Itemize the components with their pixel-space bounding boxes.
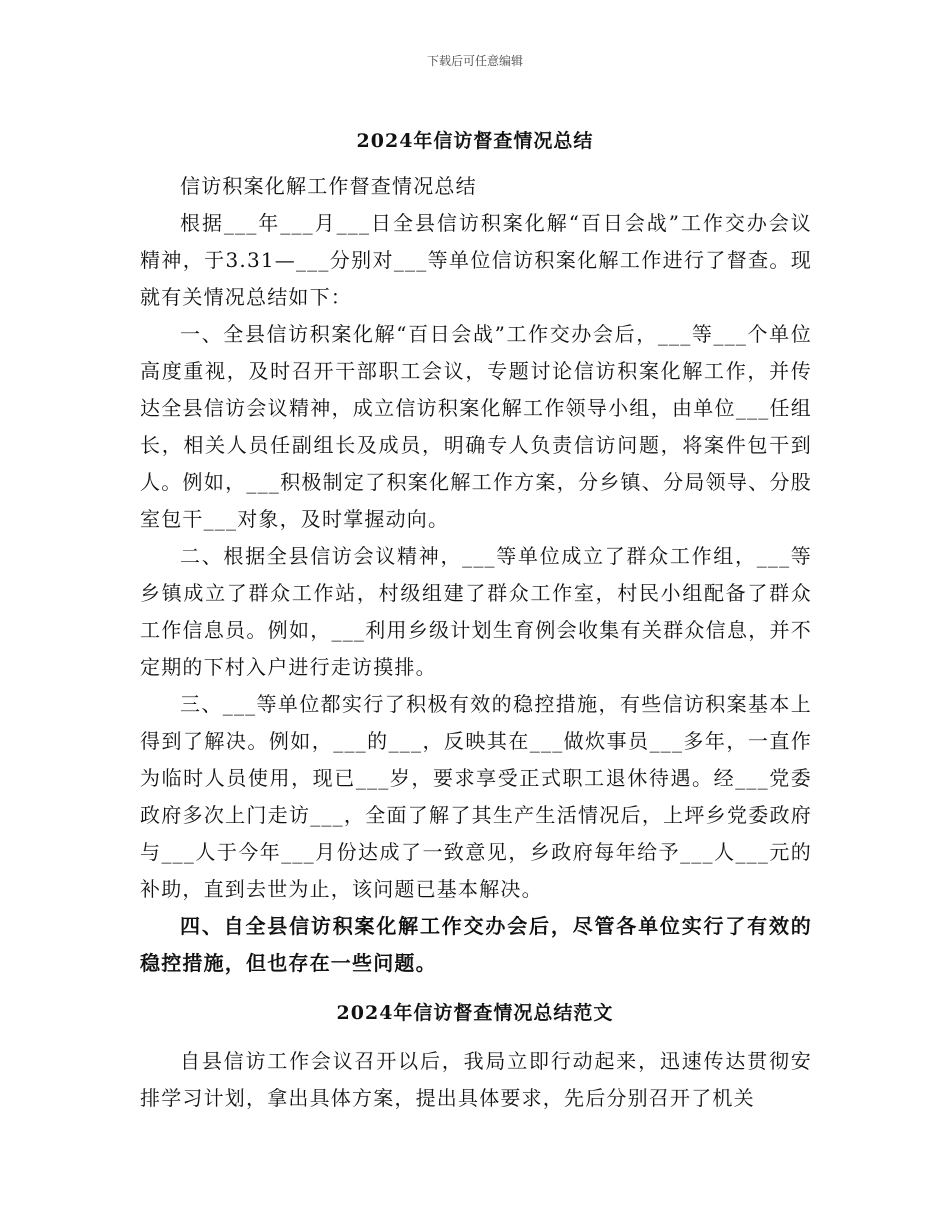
page-header-note: 下载后可任意编辑 (426, 54, 523, 68)
paragraph-section-4: 四、自全县信访积案化解工作交办会后，尽管各单位实行了有效的稳控措施，但也存在一些问题。 (140, 914, 812, 975)
paragraph-intro: 根据___年___月___日全县信访积案化解“百日会战”工作交办会议精神，于3.31—___分别对___等单位信访积案化解工作进行了督查。现就有关情况总结如下： (140, 211, 812, 309)
document-title: 2024年信访督查情况总结 (356, 130, 594, 152)
section-paragraph: 自县信访工作会议召开以后，我局立即行动起来，迅速传达贯彻安排学习计划，拿出具体方案，提出具体要求，先后分别召开了机关 (140, 1049, 812, 1110)
section-title: 2024年信访督查情况总结范文 (336, 1002, 614, 1024)
section-body (140, 1043, 812, 1117)
paragraph-section-1: 一、全县信访积案化解“百日会战”工作交办会后，___等___个单位高度重视，及时召开干部职工会议，专题讨论信访积案化解工作，并传达全县信访会议精神，成立信访积案化解工作领导小组，由单位___任组长，相关人员任副组长及成员，明确专人负责信访问题，将案件包干到人。例如，___积极制定了积案化解工作方案，分乡镇、分局领导、分股室包干___对象，及时掌握动向。 (140, 322, 812, 531)
document-body (140, 168, 812, 982)
paragraph-subtitle: 信访积案化解工作督查情况总结 (180, 174, 477, 198)
paragraph-section-3: 三、___等单位都实行了积极有效的稳控措施，有些信访积案基本上得到了解决。例如，___的___，反映其在___做炊事员___多年，一直作为临时人员使用，现已___岁，要求享受正式职工退休待遇。经___党委政府多次上门走访___，全面了解了其生产生活情况后，上坪乡党委政府与___人于今年___月份达成了一致意见，乡政府每年给予___人___元的补助，直到去世为止，该问题已基本解决。 (140, 692, 812, 901)
paragraph-section-2: 二、根据全县信访会议精神，___等单位成立了群众工作组，___等乡镇成立了群众工作站，村级组建了群众工作室，村民小组配备了群众工作信息员。例如，___利用乡级计划生育例会收集有关群众信息，并不定期的下村入户进行走访摸排。 (140, 544, 812, 679)
